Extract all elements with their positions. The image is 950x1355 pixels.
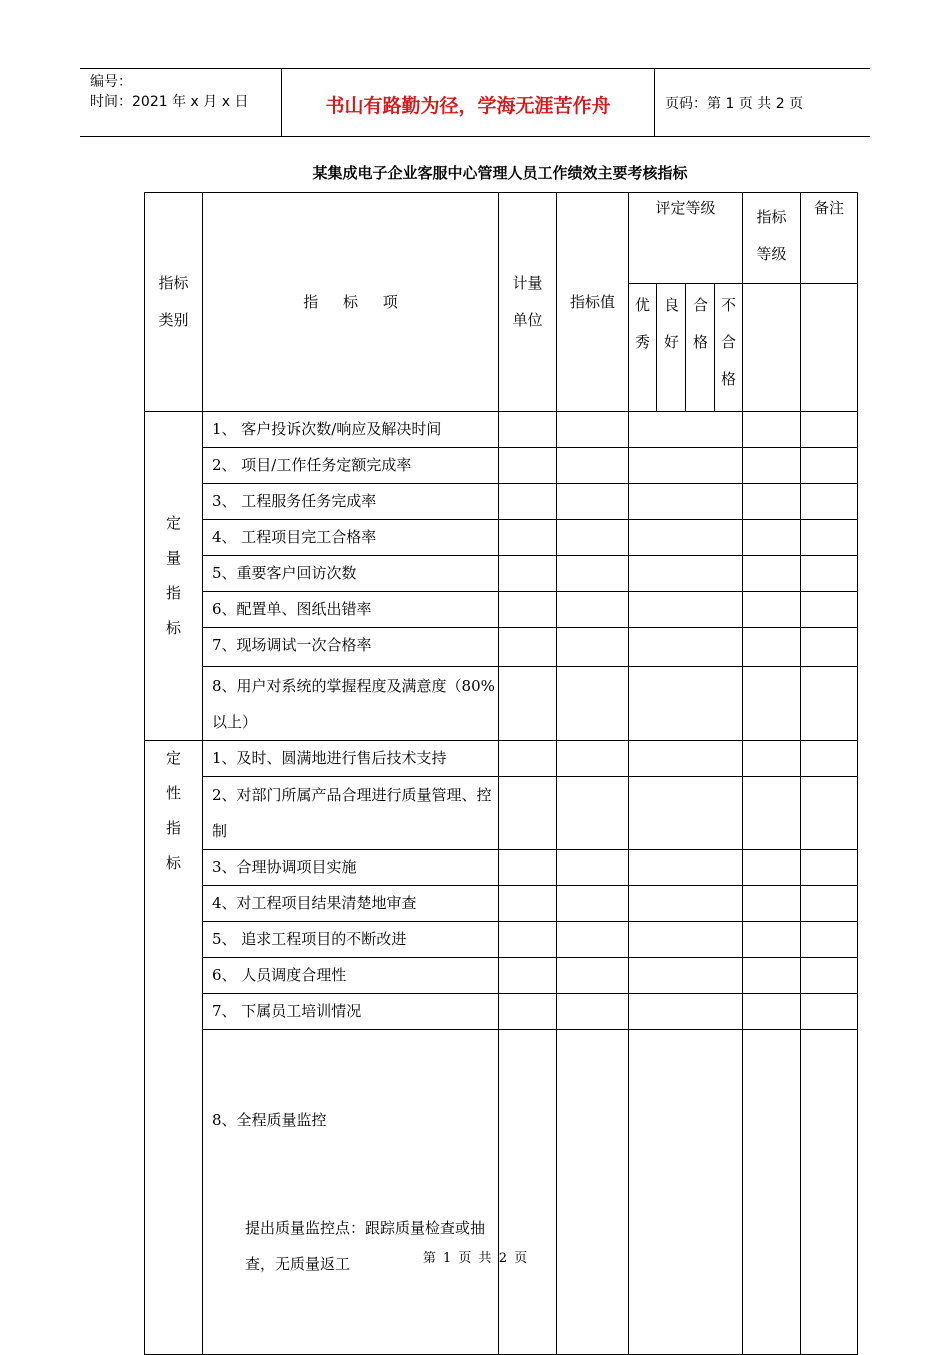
page-label: 页码：第 1 页 共 2 页 [665,96,804,112]
grade-fail: 不合格 [715,284,743,412]
item-label: 8、全程质量监控 [212,1111,327,1129]
table-row-item: 7、 下属员工培训情况 [203,994,499,1030]
table-row-item-quality [203,1030,499,1355]
header-motto-cell [282,69,655,136]
table-row-item: 2、对部门所属产品合理进行质量管理、控制 [203,777,499,850]
category-label: 定量指标 [166,514,182,637]
table-row-item: 8、用户对系统的掌握程度及满意度（80%以上） [203,667,499,741]
item-detail: 提出质量监控点：跟踪质量检查或抽查，无质量返工 [245,1219,486,1273]
table-row-item: 3、 工程服务任务完成率 [203,484,499,520]
grade-excellent: 优秀 [629,284,657,412]
table-row-item: 4、对工程项目结果清楚地审查 [203,886,499,922]
header-level: 指标等级 [743,193,801,284]
header-item: 指 标 项 [203,193,499,412]
table-row-item: 6、 人员调度合理性 [203,958,499,994]
grade-pass: 合格 [686,284,715,412]
category-label: 定性指标 [166,749,182,872]
number-label: 编号： [90,74,132,90]
page-footer: 第 1 页 共 2 页 [422,1251,528,1266]
header-remark: 备注 [801,193,858,284]
table-row-item: 5、 追求工程项目的不断改进 [203,922,499,958]
header-category: 指标类别 [145,193,203,412]
header-unit: 计量单位 [499,193,557,412]
table-row-item: 1、及时、圆满地进行售后技术支持 [203,741,499,777]
table-row-item: 2、 项目/工作任务定额完成率 [203,448,499,484]
time-label: 时间：2021 年 x 月 x 日 [90,94,249,110]
table-row-item: 3、合理协调项目实施 [203,850,499,886]
grade-good: 良好 [657,284,686,412]
header-rating: 评定等级 [629,193,743,284]
table-row-item: 7、现场调试一次合格率 [203,628,499,667]
category-quantitative [145,412,203,741]
header-meta [80,69,282,136]
table-row-item: 1、 客户投诉次数/响应及解决时间 [203,412,499,448]
table-row-item: 4、 工程项目完工合格率 [203,520,499,556]
motto: 书山有路勤为径，学海无涯苦作舟 [325,95,611,117]
header-value: 指标值 [557,193,629,412]
document-header [80,68,870,137]
kpi-table [144,192,858,1355]
document-title: 某集成电子企业客服中心管理人员工作绩效主要考核指标 [312,164,688,182]
table-row-item: 5、重要客户回访次数 [203,556,499,592]
table-row-item: 6、配置单、图纸出错率 [203,592,499,628]
